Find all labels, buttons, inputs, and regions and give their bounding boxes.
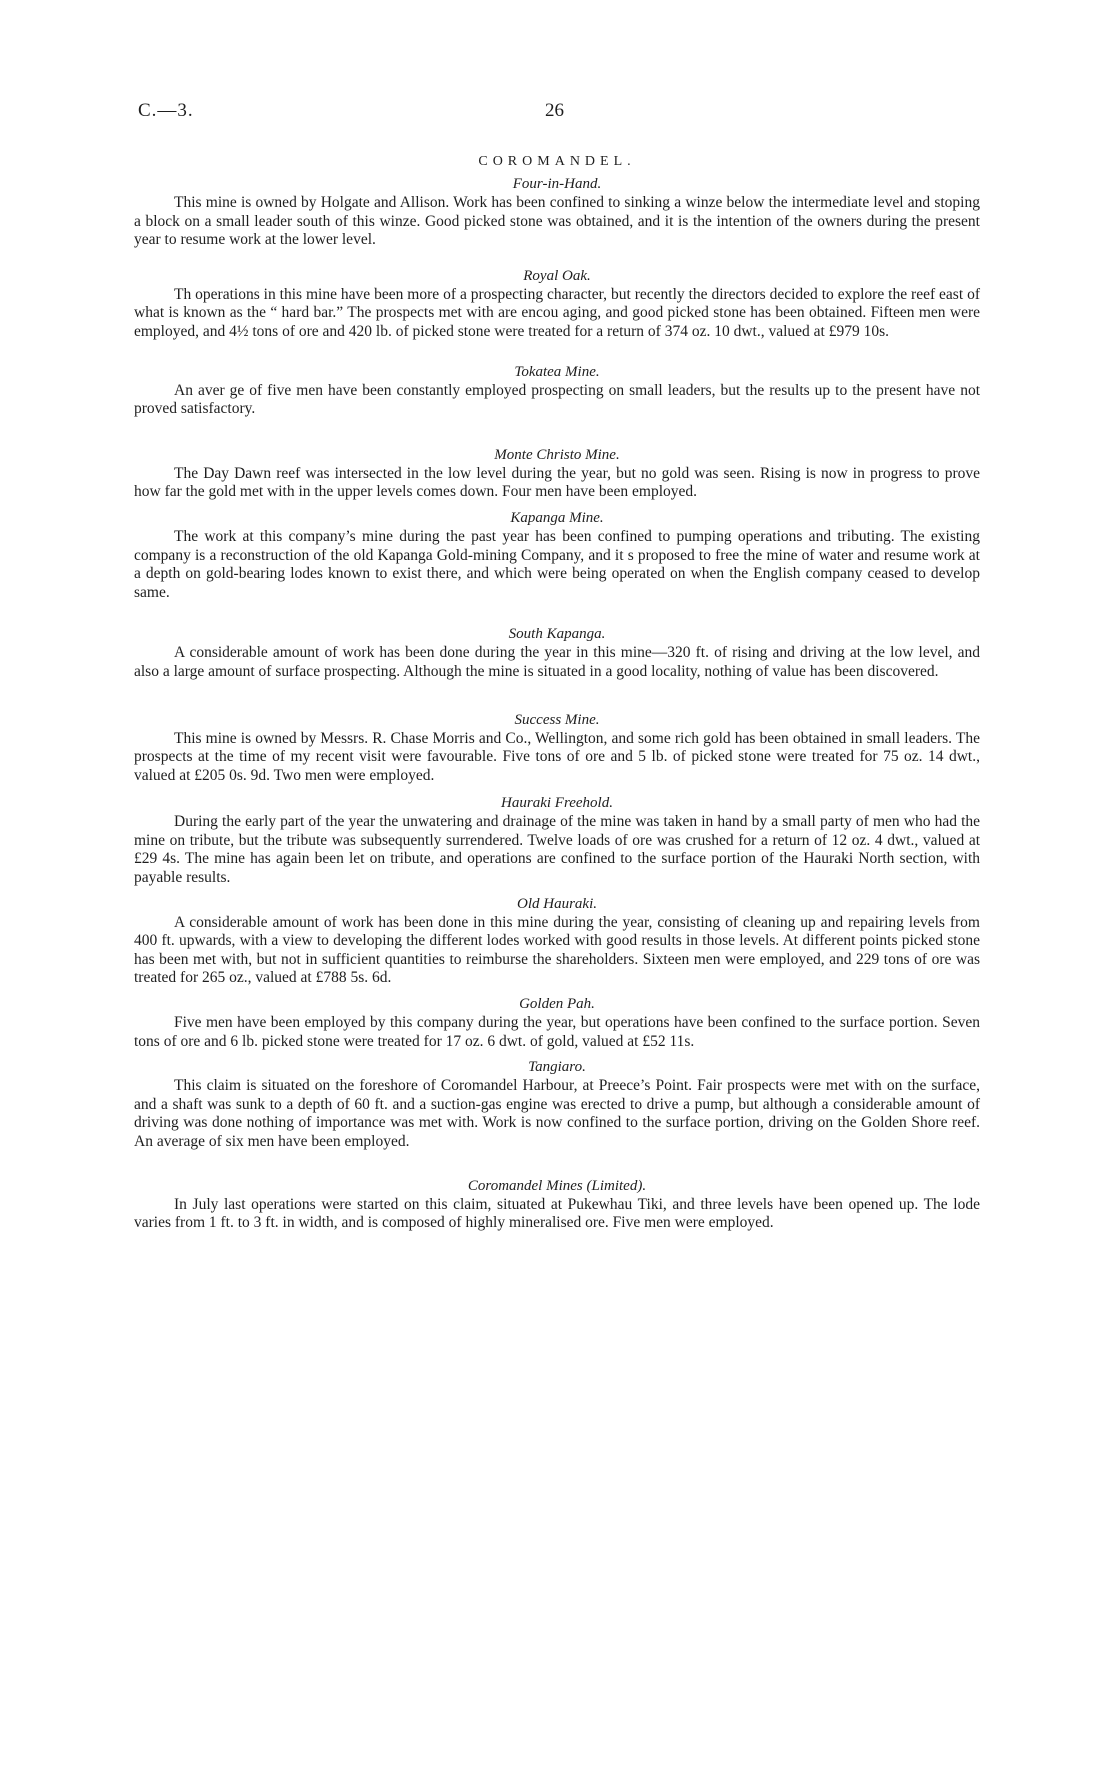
section-paragraph: A considerable amount of work has been done during the year in this mine—320 ft. of rising and driving at the low level, and also a large amount of surface prospecting. Although the mine is situated in a good locality, nothing of value has been discovered. [134, 644, 980, 680]
section-paragraph: The work at this company’s mine during the past year has been confined to pumping operations and tributing. The existing company is a reconstruction of the old Kapanga Gold-mining Company, and it s proposed to free the mine of water and resume work at a depth on gold-bearing lodes known to exist there, and which were being operated on when the English company ceased to develop same. [134, 527, 980, 601]
mine-title: Tokatea Mine. [514, 363, 600, 380]
section-paragraph: A considerable amount of work has been done in this mine during the year, consisting of cleaning up and repairing levels from 400 ft. upwards, with a view to developing the different lodes worked with good results in those levels. At different points picked stone has been met with, but not in sufficient quantities to reimburse the shareholders. Sixteen men were employed, and 229 tons of ore was treated for 265 oz., valued at £788 5s. 6d. [134, 913, 980, 987]
section-south-kapanga [134, 624, 980, 681]
section-paragraph: Th operations in this mine have been more of a prospecting character, but recently the directors decided to explore the reef east of what is known as the “ hard bar.” The prospects met with are encou aging, and good picked stone has been obtained. Fifteen men were employed, and 4½ tons of ore and 420 lb. of picked stone were treated for a return of 374 oz. 10 dwt., valued at £979 10s. [134, 285, 980, 340]
section-old-hauraki [134, 894, 980, 988]
district-heading: COROMANDEL. [478, 154, 636, 169]
section-kapanga-mine [134, 508, 980, 602]
mine-title: Monte Christo Mine. [494, 446, 620, 463]
section-paragraph: This mine is owned by Holgate and Allison. Work has been confined to sinking a winze below the intermediate level and stoping a block on a small leader south of this winze. Good picked stone was obtained, and it is the intention of the owners during the present year to resume work at the lower level. [134, 194, 980, 249]
section-hauraki-freehold [134, 793, 980, 887]
section-paragraph: This claim is situated on the foreshore of Coromandel Harbour, at Preece’s Point. Fair prospects were met with on the surface, and a shaft was sunk to a depth of 60 ft. and a suction-gas engine was erected to drive a pump, but although a considerable amount of driving was done nothing of importance was met with. Work is now confined to the surface portion, driving on the Golden Shore reef. An average of six men have been employed. [134, 1077, 980, 1150]
page-content [134, 152, 980, 1233]
section-tokatea-mine [134, 362, 980, 419]
mine-title: Old Hauraki. [517, 895, 597, 912]
section-golden-pah [134, 994, 980, 1051]
mine-title: Tangiaro. [528, 1059, 586, 1076]
mine-title: South Kapanga. [508, 626, 606, 643]
section-success-mine [134, 710, 980, 786]
document-reference: C.—3. [138, 100, 194, 121]
section-paragraph: The Day Dawn reef was intersected in the low level during the year, but no gold was seen. Rising is now in progress to prove how far the gold met with in the upper levels comes down. Four men have been employed. [134, 464, 980, 501]
section-royal-oak [134, 266, 980, 342]
section-paragraph: In July last operations were started on this claim, situated at Pukewhau Tiki, and three levels have been opened up. The lode varies from 1 ft. to 3 ft. in width, and is composed of highly mineralised ore. Five men were employed. [134, 1195, 980, 1232]
mine-title: Kapanga Mine. [510, 509, 604, 526]
section-paragraph: During the early part of the year the unwatering and drainage of the mine was taken in hand by a small party of men who had the mine on tribute, but the tribute was subsequently surrendered. Twelve loads of ore was crushed for a return of 12 oz. 4 dwt., valued at £29 4s. The mine has again been let on tribute, and operations are confined to the surface portion of the Hauraki North section, with payable results. [134, 813, 980, 887]
section-paragraph: An aver ge of five men have been constantly employed prospecting on small leaders, but the results up to the present have not proved satisfactory. [134, 381, 980, 418]
section-coromandel-mines-limited [134, 1176, 980, 1233]
mine-title: Royal Oak. [523, 267, 591, 284]
section-four-in-hand [134, 174, 980, 250]
section-tangiaro [134, 1057, 980, 1151]
mine-title: Golden Pah. [519, 996, 595, 1013]
page-number: 26 [545, 100, 564, 121]
section-monte-christo-mine [134, 445, 980, 502]
mine-title: Success Mine. [514, 711, 600, 728]
section-paragraph: Five men have been employed by this company during the year, but operations have been confined to the surface portion. Seven tons of ore and 6 lb. picked stone were treated for 17 oz. 6 dwt. of gold, valued at £52 11s. [134, 1014, 980, 1050]
section-paragraph: This mine is owned by Messrs. R. Chase Morris and Co., Wellington, and some rich gold has been obtained in small leaders. The prospects at the time of my recent visit were favourable. Five tons of ore and 5 lb. of picked stone were treated for 75 oz. 14 dwt., valued at £205 0s. 9d. Two men were employed. [134, 729, 980, 784]
mine-title: Coromandel Mines (Limited). [467, 1177, 647, 1194]
page-header [0, 100, 1114, 130]
mine-title: Hauraki Freehold. [501, 795, 613, 812]
mine-title: Four-in-Hand. [512, 176, 602, 192]
